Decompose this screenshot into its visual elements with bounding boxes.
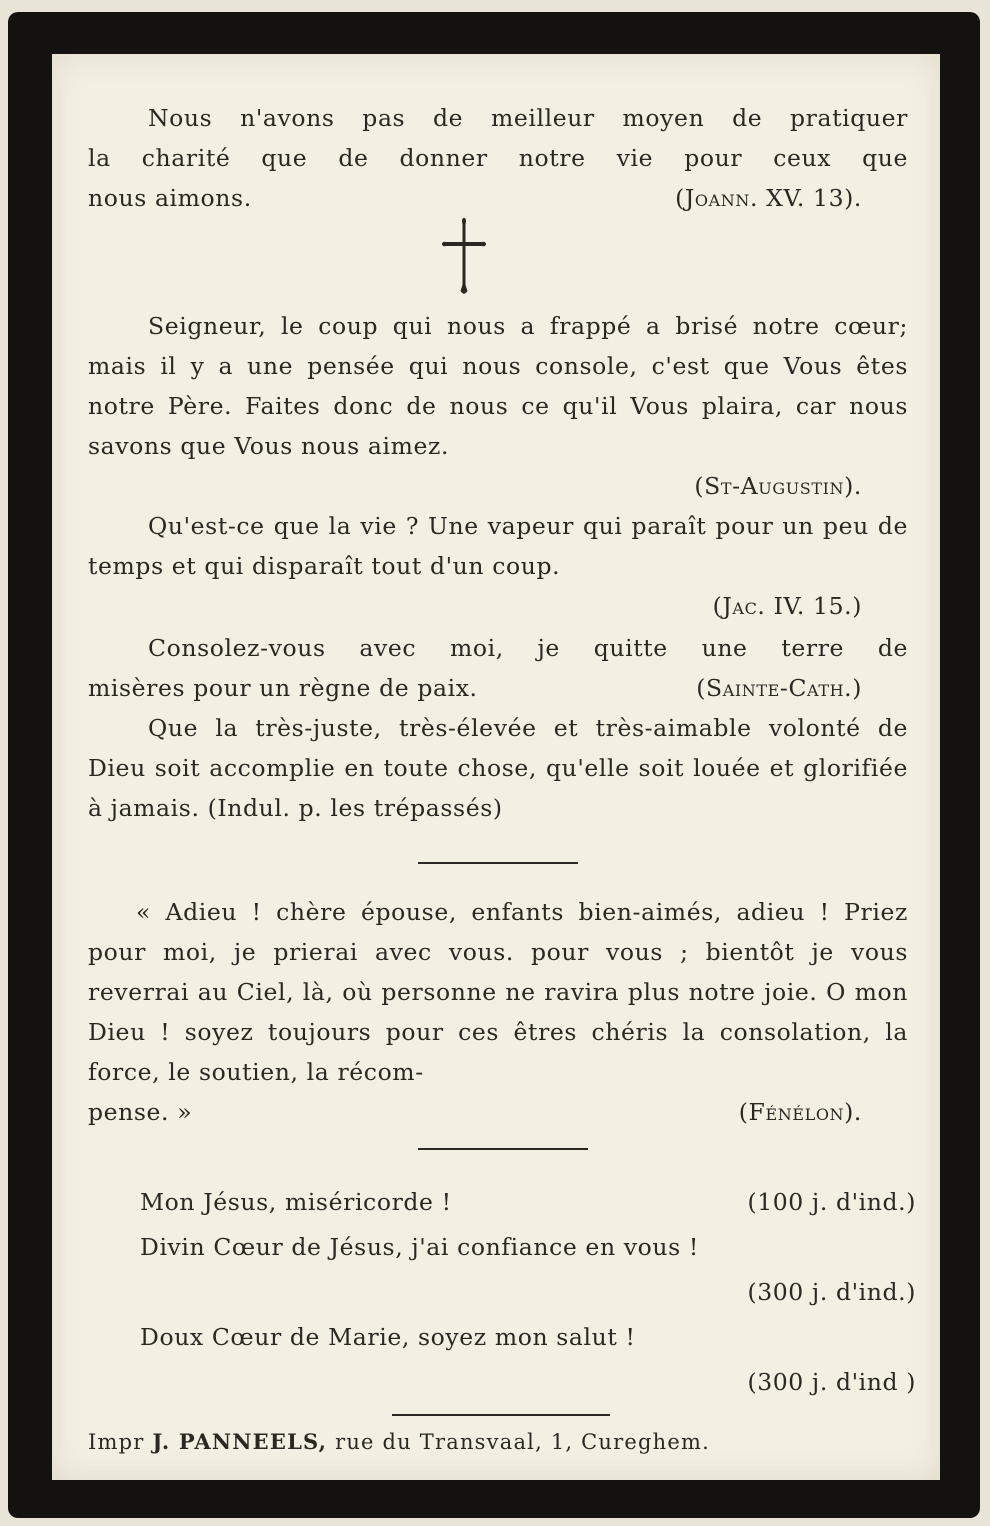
printer-address: rue du Transvaal, 1, Cureghem. (335, 1430, 710, 1454)
quote-catherine-end: misères pour un règne de paix. (88, 674, 478, 702)
indulgence-prayers (140, 1180, 916, 1405)
prayer-text: Divin Cœur de Jésus, j'ai confiance en vous ! (140, 1233, 699, 1261)
quote-fenelon-end: pense. » (88, 1098, 193, 1126)
quote-fenelon-text: « Adieu ! chère épouse, enfants bien-aimés, adieu ! Priez pour moi, je prierai avec vous. pour vous ; bientôt je vous reverrai au Ciel, là, où personne ne ravira plus notre joie. O mon Dieu ! soyez toujours pour ces êtres chéris la consolation, la force, le soutien, la récom- (88, 898, 908, 1086)
mourning-card (8, 12, 980, 1518)
printer-imprint (88, 1422, 930, 1462)
quote-catherine-line-2 (88, 668, 908, 708)
quote-james (88, 506, 908, 626)
prayer-row (140, 1315, 916, 1360)
quote-indulgence (88, 708, 908, 828)
indulgence-days: (300 j. d'ind ) (747, 1368, 916, 1396)
quote-augustine (88, 306, 908, 506)
cross-icon (440, 216, 488, 294)
prayer-text: Mon Jésus, miséricorde ! (140, 1188, 452, 1216)
quote-james-ref: (Jac. IV. 15.) (712, 592, 862, 620)
quote-john-ref: (Joann. XV. 13). (675, 184, 862, 212)
prayer-row (140, 1180, 916, 1225)
quote-catherine-line-1: Consolez-vous avec moi, je quitte une terre de (148, 634, 908, 662)
quote-fenelon-last-line (88, 1092, 908, 1132)
quote-catherine (88, 628, 908, 708)
separator-rule (392, 1414, 610, 1416)
quote-indulgence-text: Que la très-juste, très-élevée et très-aimable volonté de Dieu soit accomplie en toute chose, qu'elle soit louée et glorifiée à jamais. (Indul. p. les trépassés) (88, 714, 908, 822)
quote-john (88, 98, 908, 218)
quote-fenelon (88, 892, 908, 1132)
quote-john-end: nous aimons. (88, 184, 252, 212)
quote-augustine-ref: (St-Augustin). (694, 472, 862, 500)
quote-james-text: Qu'est-ce que la vie ? Une vapeur qui paraît pour un peu de temps et qui disparaît tout d'un coup. (88, 512, 908, 580)
indulgence-days: (300 j. d'ind.) (747, 1278, 916, 1306)
separator-rule (418, 1148, 588, 1150)
quote-catherine-ref: (Sainte-Cath.) (696, 674, 862, 702)
quote-john-line-2: la charité que de donner notre vie pour ceux que (88, 144, 908, 172)
quote-fenelon-ref: (Fénélon). (738, 1098, 862, 1126)
indulgence-days: (100 j. d'ind.) (747, 1188, 916, 1216)
quote-john-line-1: Nous n'avons pas de meilleur moyen de pratiquer (148, 104, 908, 132)
quote-augustine-text: Seigneur, le coup qui nous a frappé a brisé notre cœur; mais il y a une pensée qui nous console, c'est que Vous êtes notre Père. Faites donc de nous ce qu'il Vous plaira, car nous savons que Vous nous aimez. (88, 312, 908, 460)
quote-john-line-3 (88, 178, 908, 218)
card-paper (52, 54, 940, 1480)
printer-name: J. PANNEELS, (152, 1429, 328, 1454)
prayer-text: Doux Cœur de Marie, soyez mon salut ! (140, 1323, 636, 1351)
separator-rule (418, 862, 578, 864)
printer-prefix: Impr (88, 1430, 145, 1454)
prayer-row (140, 1225, 916, 1270)
